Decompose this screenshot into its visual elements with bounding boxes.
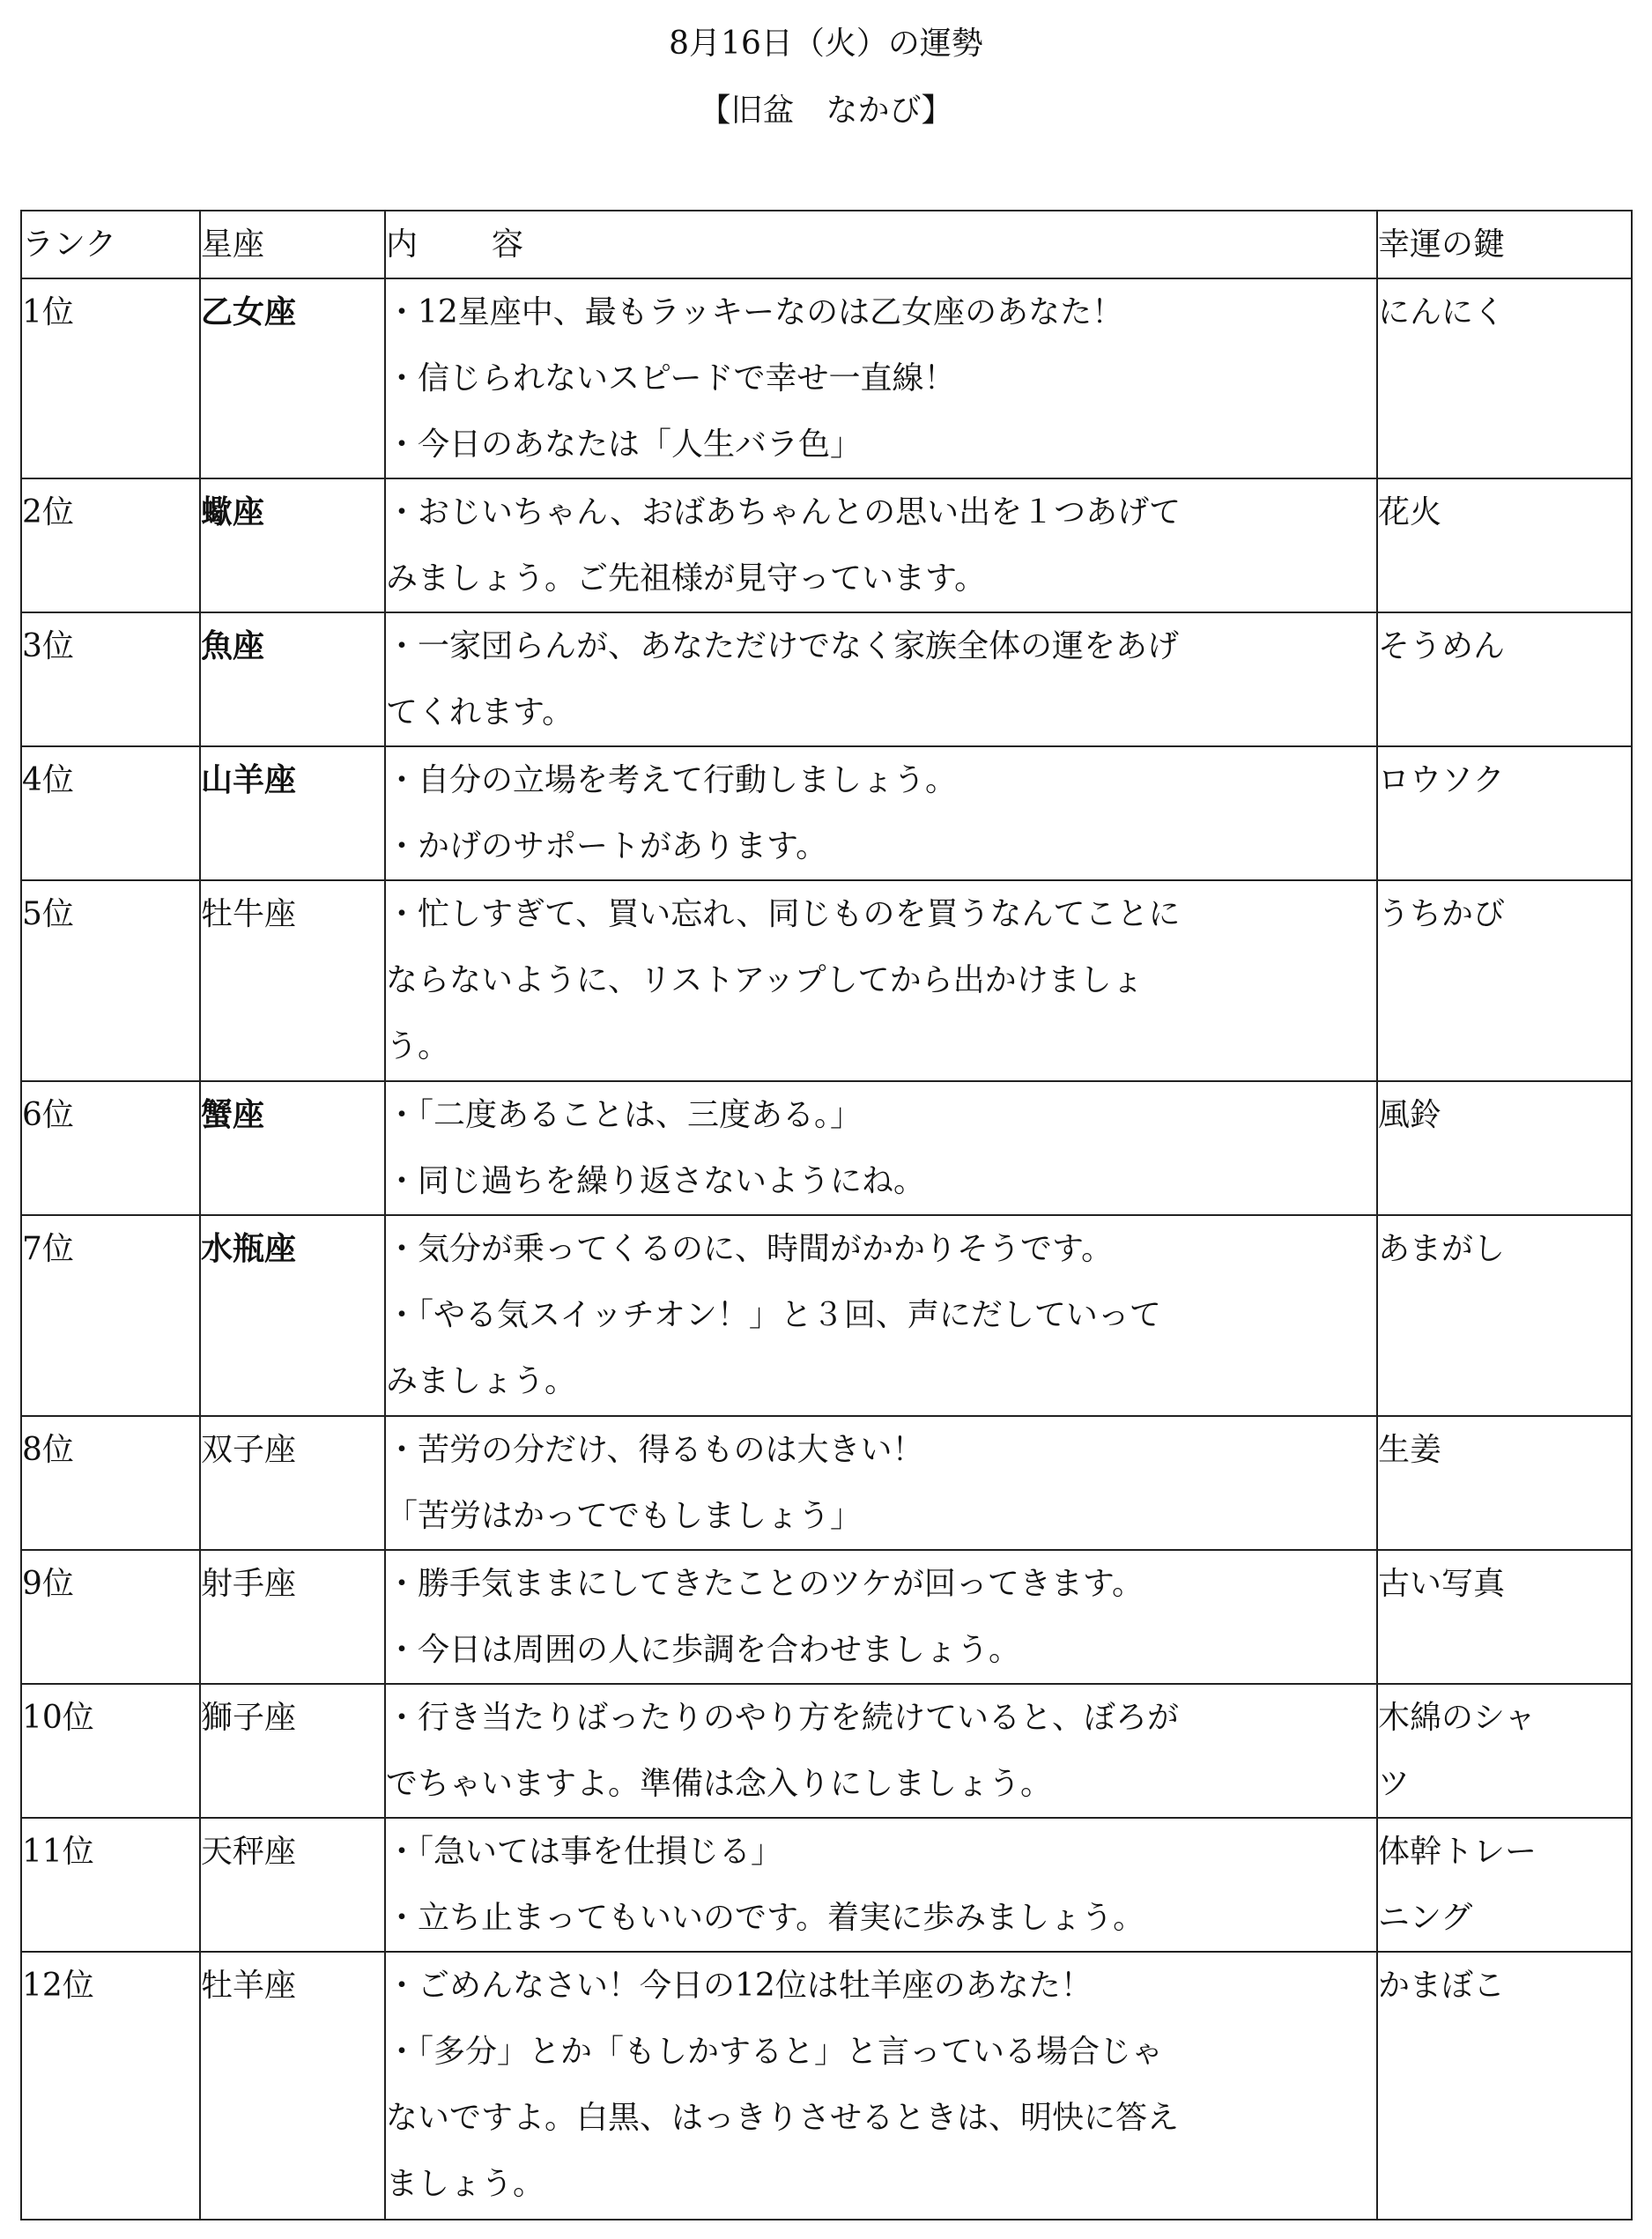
table-row (21, 478, 1632, 612)
lucky-key-line: 木綿のシャ (1378, 1700, 1537, 1736)
content-cell (385, 1081, 1377, 1215)
lucky-key-line: ツ (1378, 1766, 1411, 1802)
content-line: ・気分が乗ってくるのに、時間がかかりそうです。 (386, 1231, 1114, 1267)
content-line: ・ごめんなさい！今日の12位は牡羊座のあなた！ (386, 1968, 1093, 2004)
sign-cell: 牡羊座 (200, 1952, 385, 2220)
sign-cell: 山羊座 (200, 746, 385, 880)
content-line: ・同じ過ちを繰り返さないようにね。 (386, 1163, 926, 1199)
content-line: ・勝手気ままにしてきたことのツケが回ってきます。 (386, 1566, 1145, 1602)
content-line: 「苦労はかってでもしましょう」 (386, 1498, 863, 1534)
page-title: 8月16日（火）の運勢 (669, 26, 983, 62)
rank-cell: 10位 (21, 1684, 200, 1818)
lucky-key-line: にんにく (1378, 294, 1506, 330)
table-row (21, 880, 1632, 1081)
content-cell (385, 612, 1377, 746)
content-line: ・「急いては事を仕損じる」 (386, 1834, 783, 1870)
table-row (21, 1081, 1632, 1215)
content-cell (385, 1215, 1377, 1416)
lucky-key-cell (1377, 1952, 1632, 2220)
lucky-key-line: 体幹トレー (1378, 1834, 1537, 1870)
table-header-row (21, 211, 1632, 278)
rank-cell: 12位 (21, 1952, 200, 2220)
lucky-key-line: 風鈴 (1378, 1097, 1442, 1133)
content-cell (385, 1952, 1377, 2220)
content-line: ・今日のあなたは「人生バラ色」 (386, 426, 863, 463)
rank-cell: 6位 (21, 1081, 200, 1215)
lucky-key-cell (1377, 478, 1632, 612)
sign-cell: 射手座 (200, 1550, 385, 1684)
rank-cell: 7位 (21, 1215, 200, 1416)
sign-cell: 牡牛座 (200, 880, 385, 1081)
content-cell (385, 880, 1377, 1081)
content-line: てくれます。 (386, 694, 574, 730)
lucky-key-cell (1377, 1081, 1632, 1215)
content-line: ・おじいちゃん、おばあちゃんとの思い出を１つあげて (386, 494, 1182, 530)
content-line: ・自分の立場を考えて行動しましょう。 (386, 762, 958, 798)
rank-cell: 11位 (21, 1818, 200, 1952)
table-row (21, 278, 1632, 478)
content-line: う。 (386, 1028, 450, 1064)
lucky-key-cell (1377, 1416, 1632, 1550)
content-cell (385, 1684, 1377, 1818)
content-line: ・行き当たりばったりのやり方を続けていると、ぼろが (386, 1700, 1180, 1736)
column-header-lucky-key: 幸運の鍵 (1377, 211, 1632, 278)
column-header-rank: ランク (21, 211, 200, 278)
content-cell (385, 478, 1377, 612)
lucky-key-line: ロウソク (1378, 762, 1505, 798)
content-line: ・信じられないスピードで幸せ一直線！ (386, 360, 956, 397)
rank-cell: 5位 (21, 880, 200, 1081)
rank-cell: 4位 (21, 746, 200, 880)
lucky-key-line: 生姜 (1378, 1432, 1442, 1468)
sign-cell: 天秤座 (200, 1818, 385, 1952)
lucky-key-line: 古い写真 (1378, 1566, 1506, 1602)
lucky-key-line: かまぼこ (1378, 1968, 1506, 2004)
table-row (21, 1550, 1632, 1684)
table-row (21, 1952, 1632, 2220)
content-line: ないですよ。白黒、はっきりさせるときは、明快に答え (386, 2100, 1180, 2136)
sign-cell: 乙女座 (200, 278, 385, 478)
lucky-key-line: うちかび (1378, 896, 1506, 932)
lucky-key-line: あまがし (1378, 1231, 1506, 1267)
lucky-key-cell (1377, 1550, 1632, 1684)
rank-cell: 2位 (21, 478, 200, 612)
content-cell (385, 1416, 1377, 1550)
lucky-key-cell (1377, 1215, 1632, 1416)
content-line: ・忙しすぎて、買い忘れ、同じものを買うなんてことに (386, 896, 1181, 932)
content-line: ・今日は周囲の人に歩調を合わせましょう。 (386, 1632, 1021, 1668)
lucky-key-cell (1377, 612, 1632, 746)
rank-cell: 8位 (21, 1416, 200, 1550)
sign-cell: 双子座 (200, 1416, 385, 1550)
lucky-key-line: 花火 (1378, 494, 1442, 530)
content-cell (385, 1550, 1377, 1684)
rank-cell: 3位 (21, 612, 200, 746)
sign-cell: 蠍座 (200, 478, 385, 612)
content-line: ・「多分」とか「もしかすると」と言っている場合じゃ (386, 2034, 1164, 2070)
sign-cell: 魚座 (200, 612, 385, 746)
content-cell (385, 278, 1377, 478)
lucky-key-cell (1377, 278, 1632, 478)
lucky-key-line: ニング (1378, 1900, 1473, 1936)
content-cell (385, 1818, 1377, 1952)
table-row (21, 1684, 1632, 1818)
table-row (21, 1215, 1632, 1416)
content-line: ましょう。 (386, 2166, 545, 2202)
table-row (21, 1416, 1632, 1550)
rank-cell: 1位 (21, 278, 200, 478)
column-header-sign: 星座 (200, 211, 385, 278)
sign-cell: 蟹座 (200, 1081, 385, 1215)
lucky-key-cell (1377, 1818, 1632, 1952)
lucky-key-cell (1377, 1684, 1632, 1818)
content-line: ・「二度あることは、三度ある。」 (386, 1097, 863, 1133)
content-line: ・かげのサポートがあります。 (386, 828, 828, 864)
page-subtitle: 【旧盆 なかび】 (699, 93, 953, 129)
content-line: みましょう。ご先祖様が見守っています。 (386, 560, 987, 597)
table-row (21, 612, 1632, 746)
lucky-key-line: そうめん (1378, 628, 1506, 664)
content-line: ・12星座中、最もラッキーなのは乙女座のあなた！ (386, 294, 1124, 330)
fortune-table (20, 210, 1633, 2220)
content-line: ・立ち止まってもいいのです。着実に歩みましょう。 (386, 1900, 1145, 1936)
table-row (21, 746, 1632, 880)
content-line: ならないように、リストアップしてから出かけましょ (386, 962, 1144, 998)
lucky-key-cell (1377, 746, 1632, 880)
table-row (21, 1818, 1632, 1952)
content-line: ・一家団らんが、あなただけでなく家族全体の運をあげ (386, 628, 1180, 664)
content-line: みましょう。 (386, 1363, 577, 1399)
rank-cell: 9位 (21, 1550, 200, 1684)
content-line: ・「やる気スイッチオン！」と３回、声にだしていって (386, 1297, 1161, 1333)
sign-cell: 獅子座 (200, 1684, 385, 1818)
sign-cell: 水瓶座 (200, 1215, 385, 1416)
column-header-content: 内 容 (385, 211, 1377, 278)
content-line: でちゃいますよ。準備は念入りにしましょう。 (386, 1766, 1053, 1802)
content-line: ・苦労の分だけ、得るものは大きい！ (386, 1432, 924, 1468)
content-cell (385, 746, 1377, 880)
lucky-key-cell (1377, 880, 1632, 1081)
